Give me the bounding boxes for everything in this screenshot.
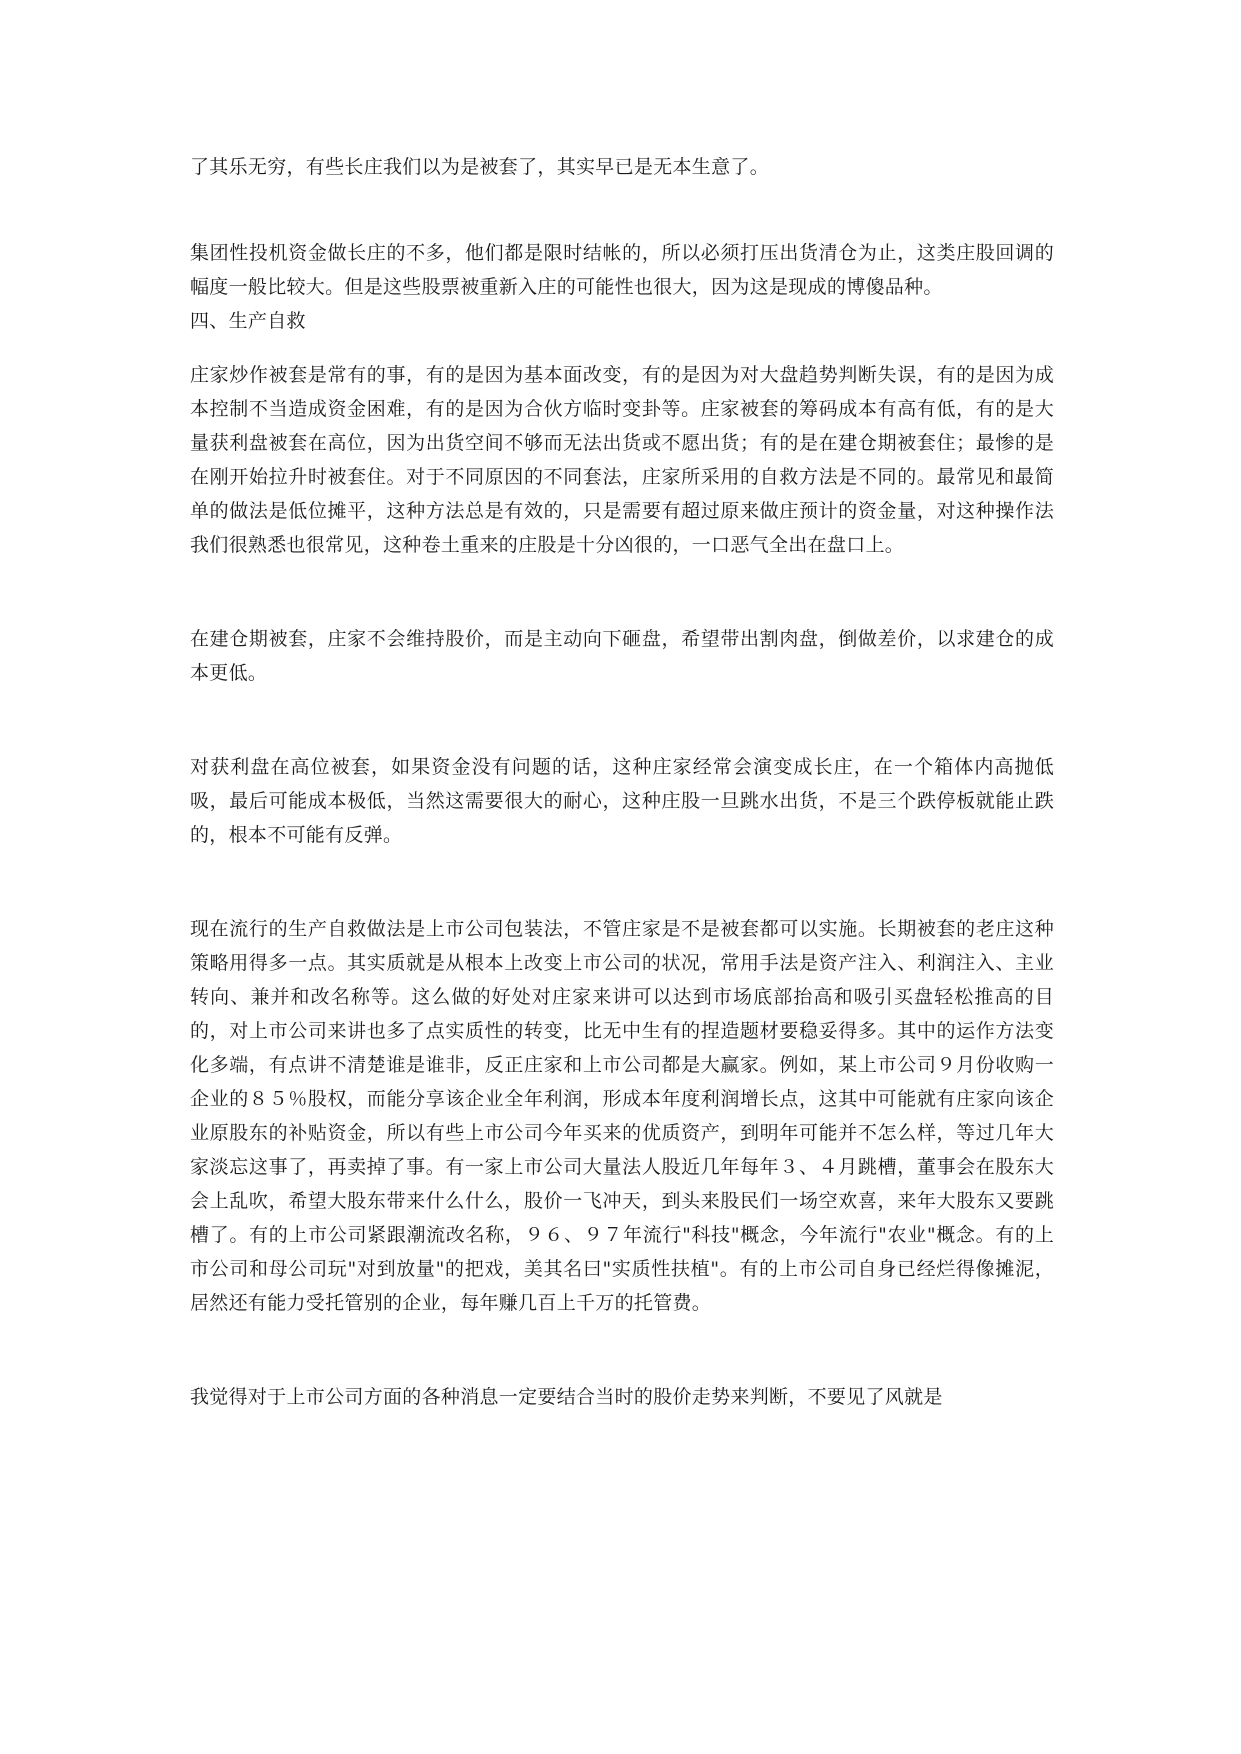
paragraph-1: 了其乐无穷，有些长庄我们以为是被套了，其实早已是无本生意了。 [190, 156, 770, 178]
paragraph-4: 在建仓期被套，庄家不会维持股价，而是主动向下砸盘，希望带出割肉盘，倒做差价，以求建仓的成本更低。 [190, 628, 1054, 684]
paragraph-2: 集团性投机资金做长庄的不多，他们都是限时结帐的，所以必须打压出货清仓为止，这类庄股回调的幅度一般比较大。但是这些股票被重新入庄的可能性也很大，因为这是现成的博傻品种。 [190, 242, 1054, 298]
section-heading: 四、生产自救 [190, 310, 306, 332]
paragraph-7: 我觉得对于上市公司方面的各种消息一定要结合当时的股价走势来判断，不要见了风就是 [190, 1386, 943, 1408]
paragraph-5: 对获利盘在高位被套，如果资金没有问题的话，这种庄家经常会演变成长庄，在一个箱体内高抛低吸，最后可能成本极低，当然这需要很大的耐心，这种庄股一旦跳水出货，不是三个跌停板就能止跌的，根本不可能有反弹。 [190, 756, 1054, 846]
paragraph-6: 现在流行的生产自救做法是上市公司包装法，不管庄家是不是被套都可以实施。长期被套的老庄这种策略用得多一点。其实质就是从根本上改变上市公司的状况，常用手法是资产注入、利润注入、主业转向、兼并和改名称等。这么做的好处对庄家来讲可以达到市场底部抬高和吸引买盘轻松推高的目的，对上市公司来讲也多了点实质性的转变，比无中生有的捏造题材要稳妥得多。其中的运作方法变化多端，有点讲不清楚谁是谁非，反正庄家和上市公司都是大赢家。例如，某上市公司９月份收购一企业的８５％股权，而能分享该企业全年利润，形成本年度利润增长点，这其中可能就有庄家向该企业原股东的补贴资金，所以有些上市公司今年买来的优质资产，到明年可能并不怎么样，等过几年大家淡忘这事了，再卖掉了事。有一家上市公司大量法人股近几年每年３、４月跳槽，董事会在股东大会上乱吹，希望大股东带来什么什么，股价一飞冲天，到头来股民们一场空欢喜，来年大股东又要跳槽了。有的上市公司紧跟潮流改名称，９６、９７年流行"科技"概念，今年流行"农业"概念。有的上市公司和母公司玩"对到放量"的把戏，美其名曰"实质性扶植"。有的上市公司自身已经烂得像摊泥，居然还有能力受托管别的企业，每年赚几百上千万的托管费。 [190, 918, 1054, 1314]
document-body [190, 150, 1054, 1414]
paragraph-3: 庄家炒作被套是常有的事，有的是因为基本面改变，有的是因为对大盘趋势判断失误，有的是因为成本控制不当造成资金困难，有的是因为合伙方临时变卦等。庄家被套的筹码成本有高有低，有的是大量获利盘被套在高位，因为出货空间不够而无法出货或不愿出货；有的是在建仓期被套住；最惨的是在刚开始拉升时被套住。对于不同原因的不同套法，庄家所采用的自救方法是不同的。最常见和最简单的做法是低位摊平，这种方法总是有效的，只是需要有超过原来做庄预计的资金量，对这种操作法我们很熟悉也很常见，这种卷土重来的庄股是十分凶很的，一口恶气全出在盘口上。 [190, 364, 1054, 556]
